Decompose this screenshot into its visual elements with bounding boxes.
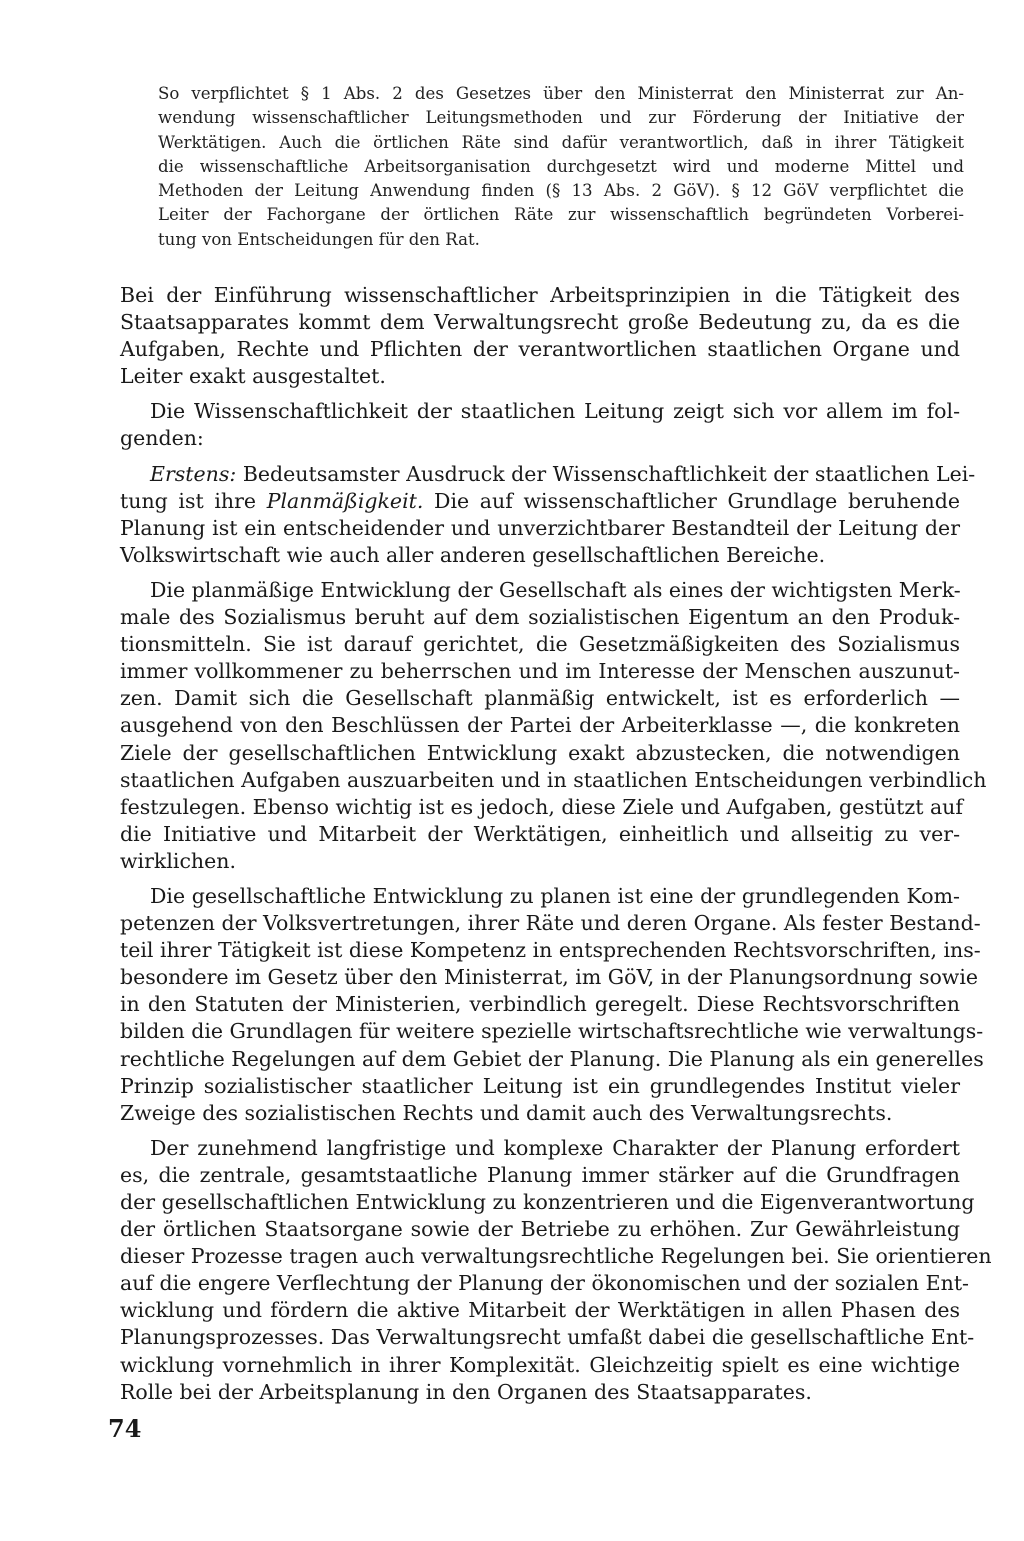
quote-line: tung von Entscheidungen für den Rat.: [158, 229, 480, 249]
text-line: bilden die Grundlagen für weitere spezielle wirtschaftsrechtliche wie verwaltungs-: [120, 1019, 984, 1044]
quote-line: Leiter der Fachorgane der örtlichen Räte zur wissenschaftlich begründeten Vorberei-: [158, 205, 964, 225]
text-line: auf die engere Verflechtung der Planung der ökonomischen und der sozialen Ent-: [120, 1271, 969, 1296]
quote-line: wendung wissenschaftlicher Leitungsmethoden und zur Förderung der Initiative der: [158, 108, 964, 128]
text-line: zen. Damit sich die Gesellschaft planmäßig entwickelt, ist es erforderlich —: [120, 686, 960, 711]
text-line: immer vollkommener zu beherrschen und im Interesse der Menschen auszunut-: [120, 659, 960, 684]
text-line: rechtliche Regelungen auf dem Gebiet der Planung. Die Planung als ein generelles: [120, 1046, 984, 1071]
paragraph-introduction: [120, 282, 960, 390]
main-text: [120, 282, 992, 1406]
text-line: Die gesellschaftliche Entwicklung zu planen ist eine der grundlegenden Kom-: [150, 883, 960, 908]
text-line: es, die zentrale, gesamtstaatliche Planung immer stärker auf die Grundfragen: [120, 1162, 960, 1187]
text-line: Volkswirtschaft wie auch aller anderen gesellschaftlichen Bereiche.: [120, 542, 826, 567]
text-line: wicklung vornehmlich in ihrer Komplexität. Gleichzeitig spielt es eine wichtige: [120, 1352, 960, 1377]
text-line: festzulegen. Ebenso wichtig ist es jedoch, diese Ziele und Aufgaben, gestützt auf: [120, 794, 963, 819]
text-line: der gesellschaftlichen Entwicklung zu konzentrieren und die Eigenverantwortung: [120, 1190, 975, 1214]
quote-line: Werktätigen. Auch die örtlichen Räte sind dafür verantwortlich, daß in ihrer Tätigkeit: [158, 132, 964, 152]
text-line: Prinzip sozialistischer staatlicher Leitung ist ein grundlegendes Institut vieler: [120, 1073, 960, 1098]
text-line: tionsmitteln. Sie ist darauf gerichtet, die Gesetzmäßigkeiten des Sozialismus: [120, 632, 960, 657]
text-line: Planungsprozesses. Das Verwaltungsrecht umfaßt dabei die gesellschaftliche Ent-: [120, 1325, 975, 1350]
text-line: genden:: [120, 426, 204, 451]
text-line: wicklung und fördern die aktive Mitarbeit der Werktätigen in allen Phasen des: [120, 1298, 960, 1323]
paragraph-long-term-planning: [120, 1135, 992, 1406]
page-number: 74: [108, 1414, 142, 1443]
text-line: [120, 488, 960, 515]
quote-line: Methoden der Leitung Anwendung finden (§ 13 Abs. 2 GöV). § 12 GöV verpflichtet die: [158, 181, 964, 201]
text-segment: Bedeutsamster Ausdruck der Wissenschaftlichkeit der staatlichen Lei-: [236, 461, 976, 486]
paragraph-first-point: [120, 461, 976, 569]
text-line: Rolle bei der Arbeitsplanung in den Organen des Staatsapparates.: [120, 1379, 812, 1404]
text-line: Leiter exakt ausgestaltet.: [120, 364, 386, 389]
text-line: wirklichen.: [120, 848, 236, 873]
paragraph-scientific-leadership: [120, 398, 960, 452]
quote-line: die wissenschaftliche Arbeitsorganisation durchgesetzt wird und moderne Mittel und: [158, 156, 964, 176]
text-line: Die planmäßige Entwicklung der Gesellschaft als eines der wichtigsten Merk-: [150, 577, 961, 602]
text-line: Bei der Einführung wissenschaftlicher Arbeitsprinzipien in die Tätigkeit des: [120, 283, 960, 307]
text-line: Die Wissenschaftlichkeit der staatlichen Leitung zeigt sich vor allem im fol-: [150, 399, 960, 424]
text-line: male des Sozialismus beruht auf dem sozialistischen Eigentum an den Produk-: [120, 605, 960, 630]
text-line: Ziele der gesellschaftlichen Entwicklung exakt abzustecken, die notwendigen: [120, 740, 960, 765]
italic-term: Erstens:: [150, 461, 237, 486]
paragraph-planned-development: [120, 577, 987, 875]
paragraph-planning-competence: [120, 883, 984, 1127]
text-segment: tung ist ihre: [120, 488, 267, 513]
quote-line: So verpflichtet § 1 Abs. 2 des Gesetzes über den Ministerrat den Ministerrat zur An-: [158, 84, 964, 103]
text-line: der örtlichen Staatsorgane sowie der Betriebe zu erhöhen. Zur Gewährleistung: [120, 1217, 960, 1242]
text-line: ausgehend von den Beschlüssen der Partei der Arbeiterklasse —, die konkreten: [120, 713, 960, 738]
text-line: [120, 461, 976, 488]
text-segment: Die auf wissenschaftlicher Grundlage beruhende: [423, 488, 960, 513]
text-line: besondere im Gesetz über den Ministerrat, im GöV, in der Planungsordnung sowie: [120, 965, 979, 990]
text-line: Zweige des sozialistischen Rechts und damit auch des Verwaltungsrechts.: [120, 1100, 893, 1125]
text-line: teil ihrer Tätigkeit ist diese Kompetenz in entsprechenden Rechtsvorschriften, ins-: [120, 938, 981, 963]
text-line: Aufgaben, Rechte und Pflichten der verantwortlichen staatlichen Organe und: [120, 337, 960, 362]
text-line: petenzen der Volksvertretungen, ihrer Räte und deren Organe. Als fester Bestand-: [120, 911, 981, 936]
quote-block: [158, 82, 964, 252]
text-line: Der zunehmend langfristige und komplexe Charakter der Planung erfordert: [150, 1135, 960, 1160]
text-line: die Initiative und Mitarbeit der Werktätigen, einheitlich und allseitig zu ver-: [120, 821, 960, 846]
text-line: Planung ist ein entscheidender und unverzichtbarer Bestandteil der Leitung der: [120, 515, 960, 540]
text-line: staatlichen Aufgaben auszuarbeiten und in staatlichen Entscheidungen verbindlich: [120, 767, 987, 792]
italic-term: Planmäßigkeit.: [266, 488, 424, 513]
text-line: in den Statuten der Ministerien, verbindlich geregelt. Diese Rechtsvorschriften: [120, 992, 960, 1017]
text-line: dieser Prozesse tragen auch verwaltungsrechtliche Regelungen bei. Sie orientieren: [120, 1244, 992, 1269]
text-line: Staatsapparates kommt dem Verwaltungsrecht große Bedeutung zu, da es die: [120, 310, 960, 335]
